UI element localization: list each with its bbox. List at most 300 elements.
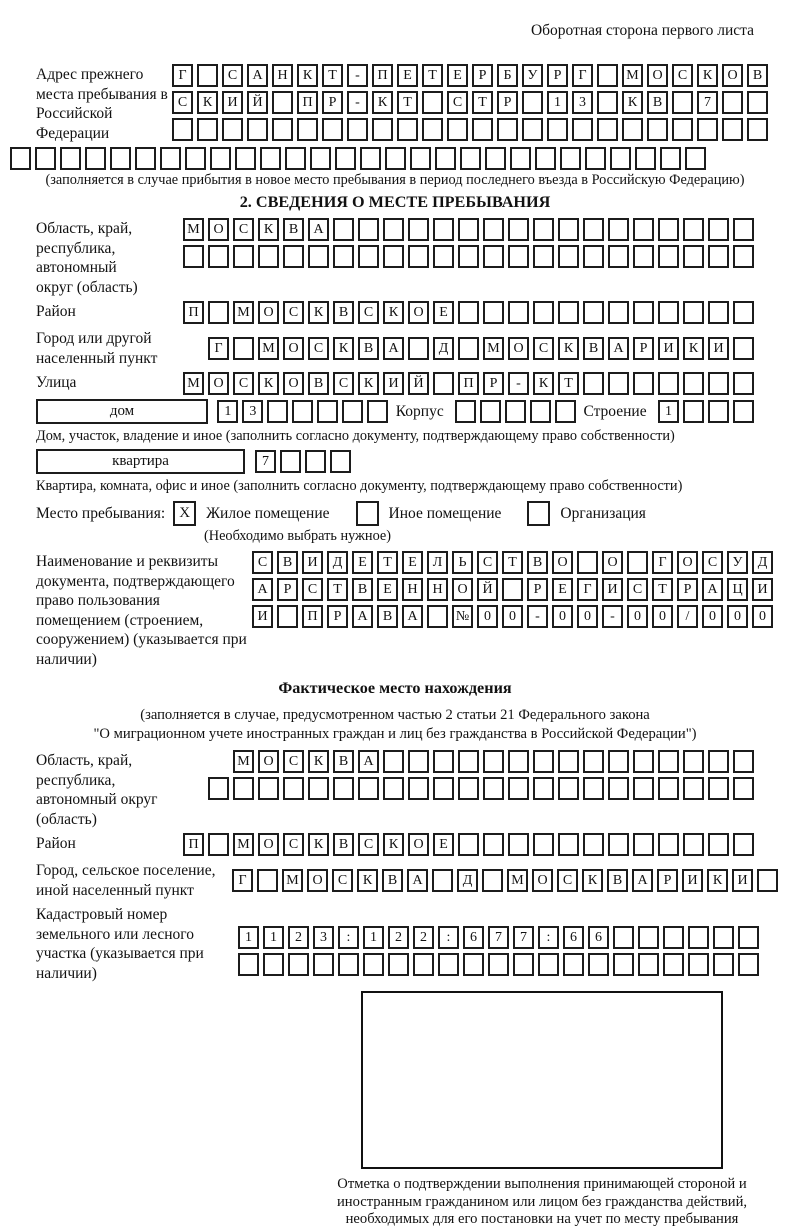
form-cell	[683, 400, 704, 423]
form-cell	[660, 147, 681, 170]
form-cell: 2	[413, 926, 434, 949]
form-cell	[597, 64, 618, 87]
form-cell: А	[358, 750, 379, 773]
form-cell	[683, 245, 704, 268]
gorod-row	[204, 337, 754, 360]
form-cell: Б	[497, 64, 518, 87]
form-cell	[608, 301, 629, 324]
form-cell: О	[258, 301, 279, 324]
dom-row	[36, 399, 754, 424]
form-cell: А	[352, 605, 373, 628]
dom-type-box: дом	[36, 399, 208, 424]
form-cell	[647, 118, 668, 141]
form-cell: О	[258, 750, 279, 773]
form-cell: Ц	[727, 578, 748, 601]
form-cell: С	[252, 551, 273, 574]
form-cell	[347, 118, 368, 141]
form-cell: О	[677, 551, 698, 574]
form-cell	[708, 777, 729, 800]
form-cell	[583, 218, 604, 241]
form-cell	[330, 450, 351, 473]
mesto-label: Место пребывания:	[36, 504, 166, 522]
form-cell: С	[533, 337, 554, 360]
form-cell	[738, 953, 759, 976]
form-cell: И	[708, 337, 729, 360]
form-cell: П	[183, 833, 204, 856]
form-cell	[322, 118, 343, 141]
document-label: Наименование и реквизиты документа, подтверждающего право пользования помещением (строением, сооружением) (указывается при наличии)	[36, 553, 247, 668]
form-cell: С	[627, 578, 648, 601]
form-cell	[663, 926, 684, 949]
form-cell: 7	[255, 450, 276, 473]
form-cell	[708, 372, 729, 395]
form-cell	[288, 953, 309, 976]
form-cell: С	[172, 91, 193, 114]
form-cell	[672, 118, 693, 141]
form-cell: А	[407, 869, 428, 892]
form-cell: С	[308, 337, 329, 360]
fact-oblast-label: Область, край, республика, автономный округ (область)	[36, 752, 158, 828]
form-cell	[505, 400, 526, 423]
form-cell: 3	[242, 400, 263, 423]
form-cell: Н	[402, 578, 423, 601]
prev-address-row-3	[168, 118, 768, 141]
form-cell	[458, 750, 479, 773]
form-cell: Р	[497, 91, 518, 114]
form-cell: 2	[288, 926, 309, 949]
raion-row	[179, 301, 754, 324]
form-cell	[683, 218, 704, 241]
form-cell	[60, 147, 81, 170]
form-cell	[613, 953, 634, 976]
prev-address-row-4	[10, 147, 754, 170]
form-cell: И	[732, 869, 753, 892]
form-cell	[638, 953, 659, 976]
form-cell	[458, 833, 479, 856]
form-cell: А	[252, 578, 273, 601]
form-cell: К	[383, 833, 404, 856]
form-cell	[432, 869, 453, 892]
form-cell: :	[438, 926, 459, 949]
form-cell	[333, 218, 354, 241]
form-cell: 6	[563, 926, 584, 949]
form-cell	[502, 578, 523, 601]
form-cell: О	[552, 551, 573, 574]
form-cell	[410, 147, 431, 170]
mesto-prebyvaniya-row	[36, 501, 754, 526]
form-cell: Т	[322, 64, 343, 87]
form-cell: В	[333, 833, 354, 856]
form-cell	[235, 147, 256, 170]
form-cell: :	[338, 926, 359, 949]
form-cell	[263, 953, 284, 976]
form-cell: -	[508, 372, 529, 395]
form-cell	[708, 218, 729, 241]
form-cell: И	[252, 605, 273, 628]
form-cell: К	[197, 91, 218, 114]
option-inoe-label: Иное помещение	[388, 504, 502, 522]
form-cell: Е	[352, 551, 373, 574]
fact-gorod-label: Город, сельское поселение, иной населенный пункт	[36, 862, 216, 899]
form-cell	[510, 147, 531, 170]
form-cell	[208, 777, 229, 800]
form-cell: Г	[208, 337, 229, 360]
form-cell: К	[683, 337, 704, 360]
form-cell	[10, 147, 31, 170]
kvartira-type-box: квартира	[36, 449, 245, 474]
form-cell	[558, 301, 579, 324]
form-cell	[733, 400, 754, 423]
section2-title: 2. СВЕДЕНИЯ О МЕСТЕ ПРЕБЫВАНИЯ	[239, 193, 551, 211]
form-cell	[733, 750, 754, 773]
form-cell: О	[602, 551, 623, 574]
form-cell: В	[358, 337, 379, 360]
form-cell: В	[333, 750, 354, 773]
form-cell: М	[233, 301, 254, 324]
kvartira-footnote: Квартира, комната, офис и иное (заполнить согласно документу, подтверждающему право собственности)	[36, 478, 683, 494]
form-cell	[280, 450, 301, 473]
form-cell	[583, 372, 604, 395]
form-cell: Е	[377, 578, 398, 601]
form-cell	[247, 118, 268, 141]
form-cell	[488, 953, 509, 976]
form-cell: Г	[572, 64, 593, 87]
form-cell: 7	[513, 926, 534, 949]
form-cell: -	[347, 64, 368, 87]
fact-raion-row	[179, 833, 754, 856]
form-cell	[472, 118, 493, 141]
document-row-2	[248, 578, 773, 601]
oblast-field	[36, 218, 754, 297]
form-cell: О	[208, 218, 229, 241]
form-cell: С	[557, 869, 578, 892]
form-cell: В	[747, 64, 768, 87]
form-cell	[733, 833, 754, 856]
form-cell	[555, 400, 576, 423]
form-cell: Р	[327, 605, 348, 628]
form-cell: О	[408, 301, 429, 324]
form-cell	[258, 245, 279, 268]
form-cell	[583, 750, 604, 773]
form-cell	[408, 337, 429, 360]
form-cell	[533, 777, 554, 800]
form-cell: К	[533, 372, 554, 395]
option-zhiloe-label: Жилое помещение	[206, 504, 330, 522]
form-cell	[533, 833, 554, 856]
form-cell	[310, 147, 331, 170]
form-cell	[563, 953, 584, 976]
form-cell	[483, 301, 504, 324]
form-cell	[688, 926, 709, 949]
form-cell	[597, 118, 618, 141]
prev-address-row-2	[168, 91, 768, 114]
form-cell: А	[308, 218, 329, 241]
fact-oblast-row-1	[229, 750, 754, 773]
ulitsa-field	[36, 372, 754, 395]
form-cell: А	[702, 578, 723, 601]
form-cell	[608, 833, 629, 856]
form-cell	[658, 372, 679, 395]
form-cell: У	[727, 551, 748, 574]
form-cell	[208, 245, 229, 268]
form-cell: Т	[327, 578, 348, 601]
form-cell: С	[302, 578, 323, 601]
form-cell	[333, 777, 354, 800]
form-cell: В	[308, 372, 329, 395]
form-cell: №	[452, 605, 473, 628]
form-cell	[747, 118, 768, 141]
form-cell	[458, 218, 479, 241]
form-cell	[685, 147, 706, 170]
form-cell: Д	[433, 337, 454, 360]
form-cell: В	[283, 218, 304, 241]
form-cell: 0	[752, 605, 773, 628]
form-cell: А	[402, 605, 423, 628]
form-cell	[622, 118, 643, 141]
raion-label: Район	[36, 303, 76, 320]
form-cell: С	[358, 833, 379, 856]
form-cell	[508, 777, 529, 800]
form-cell	[583, 301, 604, 324]
form-cell	[463, 953, 484, 976]
form-cell	[35, 147, 56, 170]
form-cell	[658, 218, 679, 241]
form-cell	[342, 400, 363, 423]
form-cell	[733, 301, 754, 324]
form-cell	[583, 833, 604, 856]
form-cell	[482, 869, 503, 892]
form-cell	[383, 218, 404, 241]
form-cell: И	[602, 578, 623, 601]
form-cell: К	[357, 869, 378, 892]
form-cell	[497, 118, 518, 141]
form-cell: А	[608, 337, 629, 360]
form-cell: С	[447, 91, 468, 114]
form-cell	[460, 147, 481, 170]
form-cell: Р	[322, 91, 343, 114]
form-cell	[408, 750, 429, 773]
form-cell	[522, 91, 543, 114]
kadastr-field	[36, 904, 754, 983]
korpus-row	[451, 400, 576, 423]
form-cell	[558, 833, 579, 856]
form-cell	[633, 833, 654, 856]
form-cell: Е	[447, 64, 468, 87]
form-cell	[485, 147, 506, 170]
form-cell	[608, 750, 629, 773]
form-cell	[633, 245, 654, 268]
form-cell: В	[583, 337, 604, 360]
form-cell: В	[647, 91, 668, 114]
form-cell: С	[477, 551, 498, 574]
form-cell: И	[752, 578, 773, 601]
form-cell	[433, 218, 454, 241]
form-cell	[208, 301, 229, 324]
stroenie-row	[654, 400, 754, 423]
ulitsa-label: Улица	[36, 374, 77, 391]
form-cell: К	[297, 64, 318, 87]
form-cell: М	[282, 869, 303, 892]
form-cell	[183, 245, 204, 268]
form-cell	[508, 301, 529, 324]
form-cell: Й	[247, 91, 268, 114]
form-cell	[283, 777, 304, 800]
form-cell: 6	[463, 926, 484, 949]
form-cell: П	[183, 301, 204, 324]
form-cell: И	[302, 551, 323, 574]
form-cell: 3	[313, 926, 334, 949]
form-cell	[633, 301, 654, 324]
stamp-box	[361, 991, 723, 1169]
form-cell: Т	[472, 91, 493, 114]
form-cell	[438, 953, 459, 976]
checkbox-zhiloe	[173, 501, 196, 526]
form-cell	[708, 245, 729, 268]
form-cell: С	[233, 372, 254, 395]
form-cell	[408, 218, 429, 241]
prev-address-field	[36, 64, 763, 143]
form-cell	[433, 245, 454, 268]
form-cell: -	[602, 605, 623, 628]
form-cell	[233, 337, 254, 360]
form-cell	[427, 605, 448, 628]
raion-field	[36, 301, 754, 324]
form-cell	[408, 245, 429, 268]
form-cell: В	[527, 551, 548, 574]
form-cell	[708, 750, 729, 773]
form-cell	[447, 118, 468, 141]
form-cell: К	[358, 372, 379, 395]
form-cell	[358, 218, 379, 241]
form-cell: С	[233, 218, 254, 241]
form-cell	[658, 833, 679, 856]
form-cell	[533, 245, 554, 268]
form-cell	[383, 750, 404, 773]
form-cell: М	[183, 218, 204, 241]
form-cell	[433, 750, 454, 773]
form-cell	[197, 64, 218, 87]
form-cell	[397, 118, 418, 141]
form-cell	[530, 400, 551, 423]
form-cell	[422, 91, 443, 114]
form-cell: 0	[552, 605, 573, 628]
form-cell: 1	[217, 400, 238, 423]
form-cell	[658, 777, 679, 800]
form-cell: О	[532, 869, 553, 892]
form-cell: П	[297, 91, 318, 114]
form-cell: В	[277, 551, 298, 574]
form-cell	[110, 147, 131, 170]
form-cell	[272, 118, 293, 141]
kvartira-row	[36, 449, 754, 474]
form-cell: Р	[527, 578, 548, 601]
option-organizatsiya-label: Организация	[560, 504, 646, 522]
form-cell: Й	[477, 578, 498, 601]
form-cell: И	[682, 869, 703, 892]
actual-location-note	[36, 706, 754, 744]
form-cell: В	[333, 301, 354, 324]
form-cell	[613, 926, 634, 949]
form-cell: О	[408, 833, 429, 856]
form-cell: 0	[477, 605, 498, 628]
fact-oblast-field	[36, 750, 754, 829]
form-cell: Е	[433, 301, 454, 324]
form-cell	[260, 147, 281, 170]
form-cell	[508, 218, 529, 241]
form-cell	[733, 245, 754, 268]
stamp-caption: Отметка о подтверждении выполнения принимающей стороной и иностранным гражданином или лицом без гражданства действий, необходимых для его постановки на учет по месту пребывания	[336, 1176, 748, 1227]
form-cell: К	[333, 337, 354, 360]
form-cell	[483, 777, 504, 800]
form-cell: 6	[588, 926, 609, 949]
form-cell: О	[722, 64, 743, 87]
form-cell	[583, 245, 604, 268]
form-cell: В	[382, 869, 403, 892]
form-cell	[583, 777, 604, 800]
form-cell	[277, 605, 298, 628]
actual-location-note-line2: "О миграционном учете иностранных граждан и лиц без гражданства в Российской Федерации")	[93, 726, 697, 742]
form-cell: Е	[433, 833, 454, 856]
form-cell: Л	[427, 551, 448, 574]
form-cell	[458, 245, 479, 268]
form-cell: 7	[488, 926, 509, 949]
form-cell	[358, 245, 379, 268]
form-cell	[483, 245, 504, 268]
form-cell: Д	[457, 869, 478, 892]
document-field	[36, 551, 768, 669]
form-cell: Ь	[452, 551, 473, 574]
form-cell	[633, 750, 654, 773]
form-cell: А	[383, 337, 404, 360]
form-cell	[360, 147, 381, 170]
form-cell: 7	[697, 91, 718, 114]
form-cell	[388, 953, 409, 976]
form-cell	[483, 833, 504, 856]
form-cell: К	[258, 218, 279, 241]
form-cell: 0	[502, 605, 523, 628]
form-cell: О	[208, 372, 229, 395]
form-cell: Р	[657, 869, 678, 892]
form-cell: Р	[677, 578, 698, 601]
form-cell	[658, 301, 679, 324]
form-cell	[635, 147, 656, 170]
form-cell	[683, 750, 704, 773]
form-cell	[210, 147, 231, 170]
form-cell	[85, 147, 106, 170]
form-cell	[185, 147, 206, 170]
form-cell: К	[582, 869, 603, 892]
form-cell: К	[558, 337, 579, 360]
form-cell	[458, 301, 479, 324]
form-cell: С	[358, 301, 379, 324]
checkbox-inoe	[356, 501, 379, 526]
form-cell: Н	[272, 64, 293, 87]
form-cell	[283, 245, 304, 268]
form-cell: Т	[558, 372, 579, 395]
form-cell	[508, 750, 529, 773]
form-cell: С	[283, 750, 304, 773]
form-cell: 3	[572, 91, 593, 114]
form-cell	[722, 118, 743, 141]
form-cell: П	[372, 64, 393, 87]
form-cell	[285, 147, 306, 170]
form-cell: С	[332, 869, 353, 892]
form-cell: В	[352, 578, 373, 601]
form-cell: Т	[652, 578, 673, 601]
form-cell	[358, 777, 379, 800]
form-cell: О	[452, 578, 473, 601]
prev-address-row-1	[168, 64, 768, 87]
